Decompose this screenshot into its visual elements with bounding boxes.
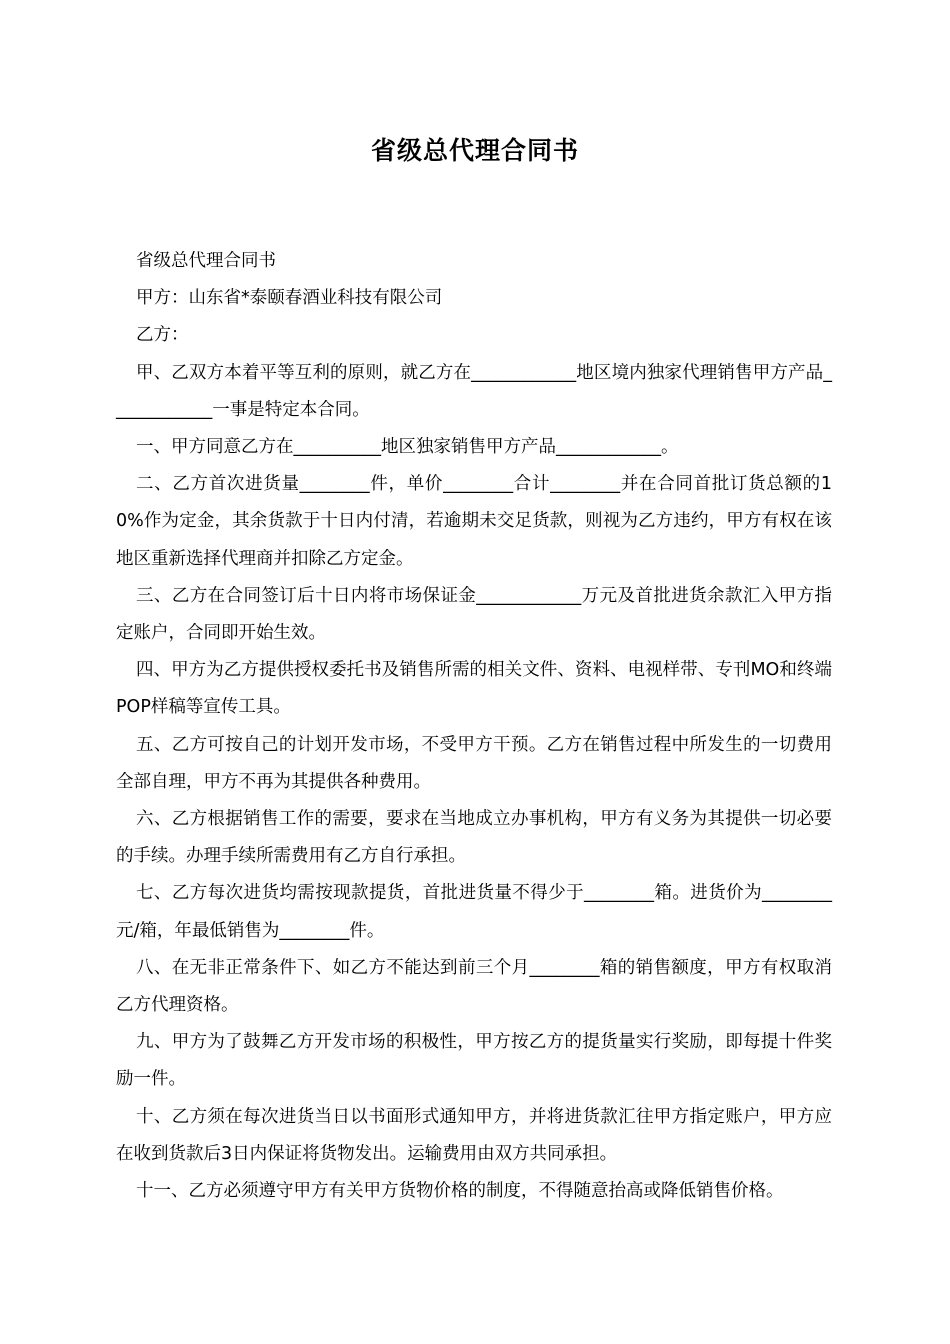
paragraph-preamble: 甲、乙双方本着平等互利的原则，就乙方在____________地区境内独家代理销售甲方产品____________一事是特定本合同。 (116, 362, 832, 420)
paragraph-heading: 省级总代理合同书 (136, 251, 276, 271)
paragraph-clause-8: 八、在无非正常条件下、如乙方不能达到前三个月________箱的销售额度，甲方有权取消乙方代理资格。 (116, 957, 832, 1016)
document-title: 省级总代理合同书 (370, 136, 579, 165)
paragraph-clause-2: 二、乙方首次进货量________件，单价________合计________并在合同首批订货总额的10%作为定金，其余货款于十日内付清，若逾期未交足货款，则视为乙方违约，甲方有权在该地区重新选择代理商并扣除乙方定金。 (116, 474, 832, 569)
paragraph-clause-3: 三、乙方在合同签订后十日内将市场保证金____________万元及首批进货余款汇入甲方指定账户，合同即开始生效。 (116, 585, 832, 644)
paragraph-party-a: 甲方：山东省*泰颐春酒业科技有限公司 (136, 288, 443, 309)
paragraph-clause-9: 九、甲方为了鼓舞乙方开发市场的积极性，甲方按乙方的提货量实行奖励，即每提十件奖励一件。 (116, 1032, 832, 1090)
paragraph-clause-1: 一、甲方同意乙方在__________地区独家销售甲方产品____________。 (136, 437, 679, 458)
paragraph-party-b: 乙方： (136, 325, 189, 346)
paragraph-clause-5: 五、乙方可按自己的计划开发市场，不受甲方干预。乙方在销售过程中所发生的一切费用全部自理，甲方不再为其提供各种费用。 (116, 734, 832, 792)
paragraph-clause-11: 十一、乙方必须遵守甲方有关甲方货物价格的制度，不得随意抬高或降低销售价格。 (136, 1181, 784, 1202)
paragraph-clause-7: 七、乙方每次进货均需按现款提货，首批进货量不得少于________箱。进货价为________元/箱，年最低销售为________件。 (116, 883, 832, 941)
document-body (116, 243, 832, 1210)
paragraph-clause-4: 四、甲方为乙方提供授权委托书及销售所需的相关文件、资料、电视样带、专刊MO和终端POP样稿等宣传工具。 (116, 660, 832, 718)
paragraph-clause-10: 十、乙方须在每次进货当日以书面形式通知甲方，并将进货款汇往甲方指定账户，甲方应在收到货款后3日内保证将货物发出。运输费用由双方共同承担。 (116, 1106, 832, 1164)
paragraph-clause-6: 六、乙方根据销售工作的需要，要求在当地成立办事机构，甲方有义务为其提供一切必要的手续。办理手续所需费用有乙方自行承担。 (116, 809, 832, 867)
